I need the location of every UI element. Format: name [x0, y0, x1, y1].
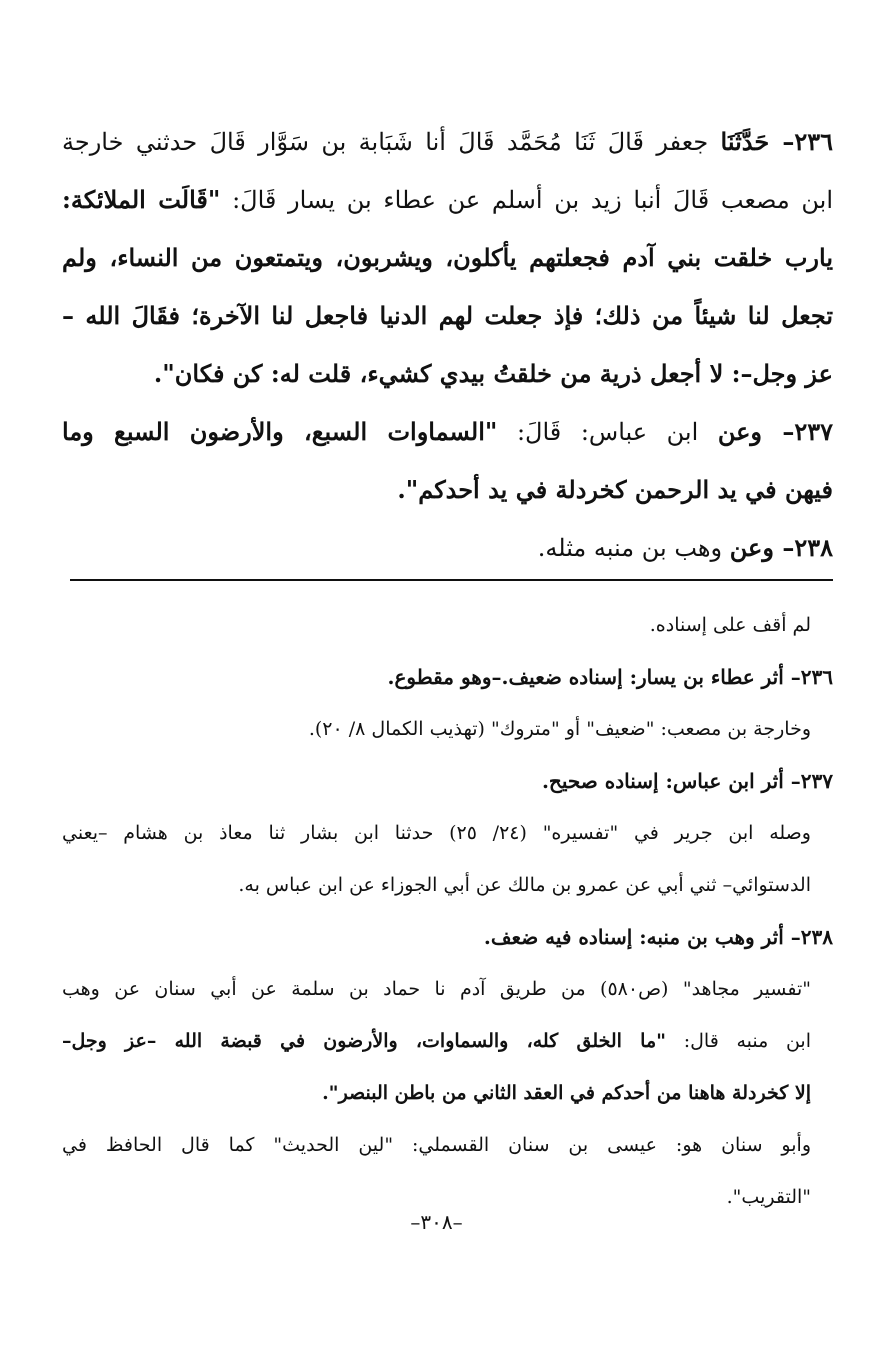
hadith-number-236: ٢٣٦– [769, 127, 833, 156]
main-line-2: ابن مصعب قَالَ أنبا زيد بن أسلم عن عطاء بن يسار قَالَ: "قَالَت الملائكة: [62, 185, 833, 214]
page-number: –٣٠٨– [410, 1210, 463, 1234]
footnote-line-9: ابن منبه قال: "ما الخلق كله، والسماوات، والأرضون في قبضة الله –عز وجل– [62, 1030, 812, 1052]
main-line-7: فيهن في يد الرحمن كخردلة في يد أحدكم". [397, 475, 833, 504]
main-line-1: ٢٣٦– حَدَّثَنَا جعفر قَالَ ثَنَا مُحَمَّد قَالَ أنا شَبَابة بن سَوَّار قَالَ حدثني خارجة [62, 127, 833, 156]
footnote-line-12: "التقريب". [726, 1186, 811, 1208]
hadith-number-238: ٢٣٨– [773, 533, 833, 562]
main-line-4: تجعل لنا شيئاً من ذلك؛ فإذ جعلت لهم الدنيا فاجعل لنا الآخرة؛ فقَالَ الله – [62, 301, 833, 330]
footnote-heading-236: ٢٣٦– أثر عطاء بن يسار: إسناده ضعيف.–وهو مقطوع. [387, 665, 833, 689]
footnote-line-11: وأبو سنان هو: عيسى بن سنان القسملي: "لين الحديث" كما قال الحافظ في [62, 1134, 811, 1156]
footnote-divider [70, 579, 833, 581]
footnote-heading-237: ٢٣٧– أثر ابن عباس: إسناده صحيح. [541, 769, 833, 793]
footnote-line-8: "تفسير مجاهد" (ص٥٨٠) من طريق آدم نا حماد بن سلمة عن أبي سنان عن وهب [62, 978, 811, 1000]
footnote-line-10: إلا كخردلة هاهنا من أحدكم في العقد الثاني من باطن البنصر". [322, 1082, 811, 1104]
footnote-line-5: وصله ابن جرير في "تفسيره" (٢٤/ ٢٥) حدثنا ابن بشار ثنا معاذ بن هشام –يعني [62, 822, 811, 844]
footnotes [62, 599, 833, 1223]
footnote-line-6: الدستوائي– ثني أبي عن عمرو بن مالك عن أبي الجوزاء عن ابن عباس به. [238, 874, 811, 896]
main-text [62, 113, 833, 577]
hadith-number-237: ٢٣٧– [762, 417, 833, 446]
footnote-heading-238: ٢٣٨– أثر وهب بن منبه: إسناده فيه ضعف. [483, 925, 833, 949]
main-line-5: عز وجل–: لا أجعل ذرية من خلقتُ بيدي كشيء، قلت له: كن فكان". [153, 359, 833, 388]
footnote-line-3: وخارجة بن مصعب: "ضعيف" أو "متروك" (تهذيب الكمال ٨/ ٢٠). [308, 718, 811, 740]
main-line-3: يارب خلقت بني آدم فجعلتهم يأكلون، ويشربون، ويتمتعون من النساء، ولم [62, 243, 833, 272]
main-line-8: ٢٣٨– وعن وهب بن منبه مثله. [537, 533, 833, 562]
footnote-line-1: لم أقف على إسناده. [649, 614, 811, 636]
main-line-6: ٢٣٧– وعن ابن عباس: قَالَ: "السماوات السبع، والأرضون السبع وما [62, 417, 833, 446]
